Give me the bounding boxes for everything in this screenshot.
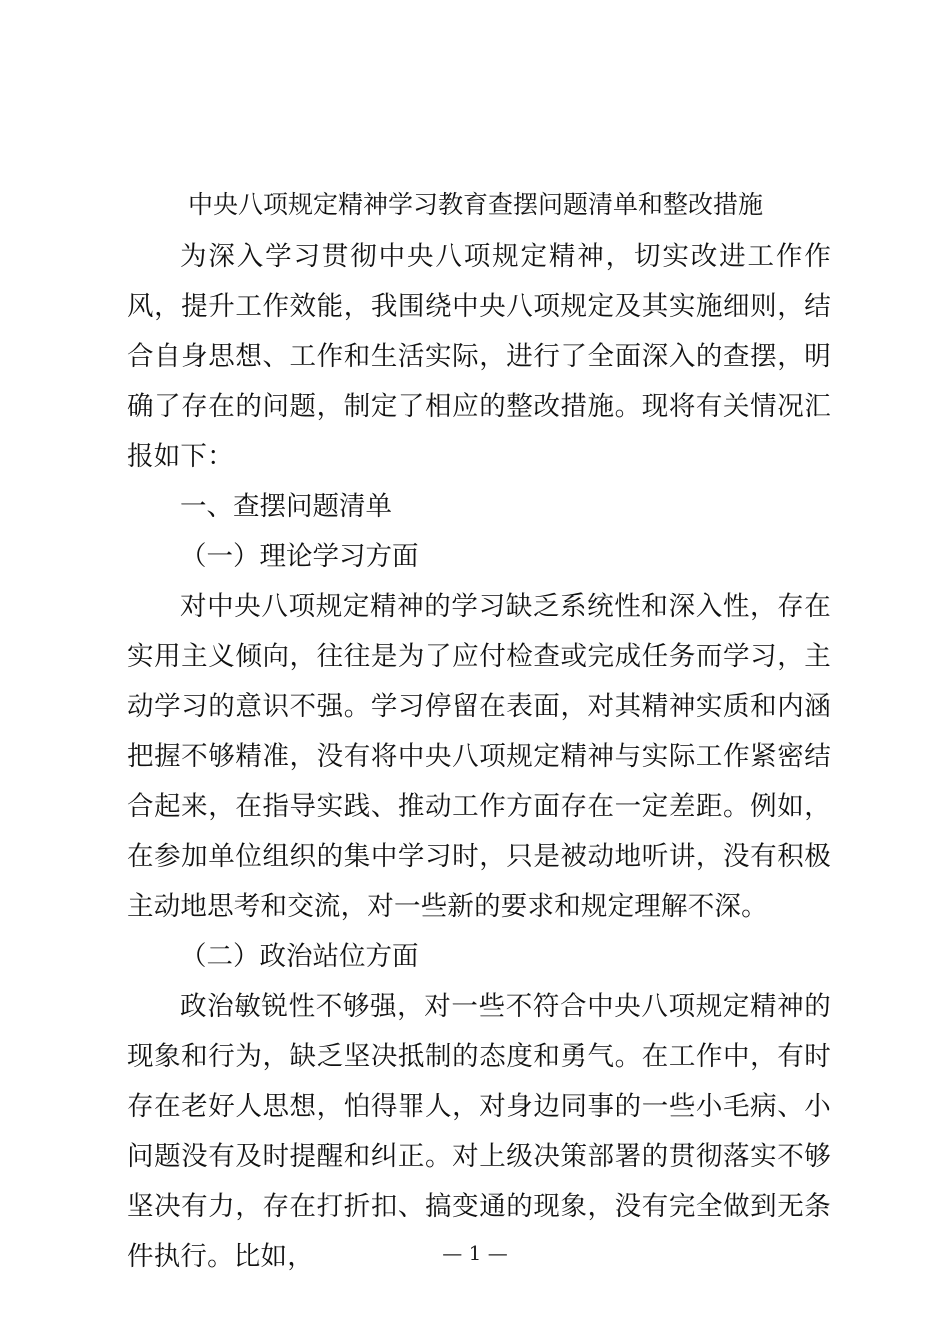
document-title: 中央八项规定精神学习教育查摆问题清单和整改措施	[188, 190, 764, 219]
subsection-heading-political-stance: （二）政治站位方面	[180, 941, 419, 972]
subsection-heading-theory-study: （一）理论学习方面	[180, 541, 419, 572]
section-heading-problem-list: 一、查摆问题清单	[180, 491, 392, 522]
page-number: — 1 —	[442, 1241, 508, 1265]
political-stance-paragraph: 政治敏锐性不够强，对一些不符合中央八项规定精神的现象和行为，缺乏坚决抵制的态度和勇气。在工作中，有时存在老好人思想，怕得罪人，对身边同事的一些小毛病、小问题没有及时提醒和纠正。对上级决策部署的贯彻落实不够坚决有力，存在打折扣、搞变通的现象，没有完全做到无条件执行。比如，	[127, 991, 831, 1272]
document-body	[127, 232, 831, 1282]
theory-study-paragraph: 对中央八项规定精神的学习缺乏系统性和深入性，存在实用主义倾向，往往是为了应付检查或完成任务而学习，主动学习的意识不强。学习停留在表面，对其精神实质和内涵把握不够精准，没有将中央八项规定精神与实际工作紧密结合起来，在指导实践、推动工作方面存在一定差距。例如，在参加单位组织的集中学习时，只是被动地听讲，没有积极主动地思考和交流，对一些新的要求和规定理解不深。	[127, 591, 831, 922]
intro-paragraph: 为深入学习贯彻中央八项规定精神，切实改进工作作风，提升工作效能，我围绕中央八项规定及其实施细则，结合自身思想、工作和生活实际，进行了全面深入的查摆，明确了存在的问题，制定了相应的整改措施。现将有关情况汇报如下：	[127, 241, 831, 472]
